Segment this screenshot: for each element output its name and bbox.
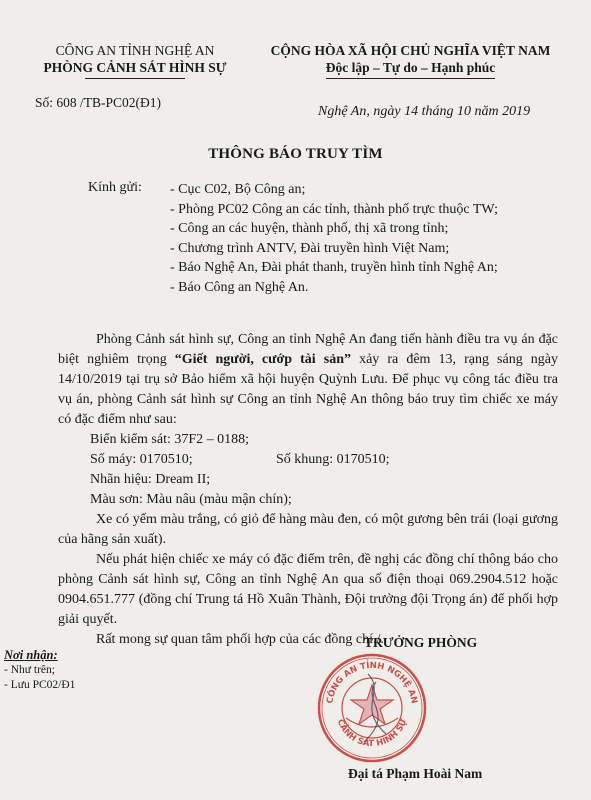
national-motto: Độc lập – Tự do – Hạnh phúc xyxy=(325,60,496,75)
stamp-bottom-text: CẢNH SÁT HÌNH SỰ xyxy=(334,717,410,750)
document-date: Nghệ An, ngày 14 tháng 10 năm 2019 xyxy=(318,104,531,119)
signer-name: Đại tá Phạm Hoài Nam xyxy=(348,766,483,781)
vehicle-color: Màu sơn: Màu nâu (màu mận chín); xyxy=(90,492,292,507)
engine-frame-row xyxy=(58,450,558,470)
vehicle-brand: Nhãn hiệu: Dream II; xyxy=(90,472,211,487)
recipients-footer xyxy=(4,648,75,693)
recipient-item: - Báo Nghệ An, Đài phát thanh, truyền hình tỉnh Nghệ An; xyxy=(170,260,498,275)
recipient-item: - Cục C02, Bộ Công an; xyxy=(170,182,306,197)
document-title: THÔNG BÁO TRUY TÌM xyxy=(208,146,383,162)
country-name: CỘNG HÒA XÃ HỘI CHỦ NGHĨA VIỆT NAM xyxy=(270,43,551,58)
stamp-top-text: CÔNG AN TỈNH NGHỆ AN xyxy=(325,660,419,705)
header-right xyxy=(248,42,573,76)
official-stamp-icon xyxy=(316,652,428,764)
recipient-item: - Phòng PC02 Công an các tỉnh, thành phố trực thuộc TW; xyxy=(170,201,498,217)
recipient-item: - Công an các huyện, thành phố, thị xã trong tỉnh; xyxy=(170,221,449,236)
engine-number: Số máy: 0170510; xyxy=(90,452,193,467)
intro-text: Phòng Cảnh sát hình sự, Công an tỉnh Nghệ An đang tiến hành điều tra vụ án đặc biệt nghiêm trọng xyxy=(58,332,558,367)
noi-nhan-item: - Như trên; xyxy=(4,664,55,676)
contact-paragraph: Nếu phát hiện chiếc xe máy có đặc điểm trên, đề nghị các đồng chí thông báo cho phòng Cảnh sát hình sự, Công an tỉnh Nghệ An qua số điện thoại 069.2904.512 hoặc 0904.651.777 (đồng chí Trung tá Hồ Xuân Thành, Đội trưởng đội Trọng án) để phối hợp giải quyết. xyxy=(58,552,558,627)
header-left xyxy=(20,42,250,76)
document-number: Số: 608 /TB-PC02(Đ1) xyxy=(35,95,162,110)
thanks-paragraph: Rất mong sự quan tâm phối hợp của các đồng chí./. xyxy=(96,632,384,647)
agency-name: CÔNG AN TỈNH NGHỆ AN xyxy=(55,43,215,58)
noi-nhan-item: - Lưu PC02/Đ1 xyxy=(4,679,76,691)
frame-number: Số khung: 0170510; xyxy=(276,452,390,467)
kinh-gui-label: Kính gửi: xyxy=(88,180,142,195)
department-name: PHÒNG CẢNH SÁT HÌNH SỰ xyxy=(43,60,227,75)
intro-text-cont: xảy ra đêm 13, rạng sáng ngày 14/10/2019 tại trụ sở Bảo hiểm xã hội huyện Quỳnh Lưu. Để phục vụ công tác điều tra vụ án, phòng Cảnh sát hình sự Công an tỉnh Nghệ An thông báo truy tìm chiếc xe máy có đặc điểm như sau: xyxy=(58,352,558,427)
recipient-list xyxy=(170,180,498,297)
signer-title: TRƯỞNG PHÒNG xyxy=(364,635,478,650)
document-body xyxy=(58,330,558,650)
noi-nhan-title: Nơi nhận: xyxy=(4,648,58,662)
license-plate: Biển kiểm sát: 37F2 – 0188; xyxy=(90,432,250,447)
recipient-item: - Chương trình ANTV, Đài truyền hình Việt Nam; xyxy=(170,240,450,256)
vehicle-details: Xe có yếm màu trắng, có giỏ để hàng màu đen, có một gương bên trái (loại gương của hãng sản xuất). xyxy=(58,512,558,547)
case-name: “Giết người, cướp tài sản” xyxy=(174,352,352,367)
intro-paragraph xyxy=(58,330,558,430)
recipient-item: - Báo Công an Nghệ An. xyxy=(170,279,309,295)
